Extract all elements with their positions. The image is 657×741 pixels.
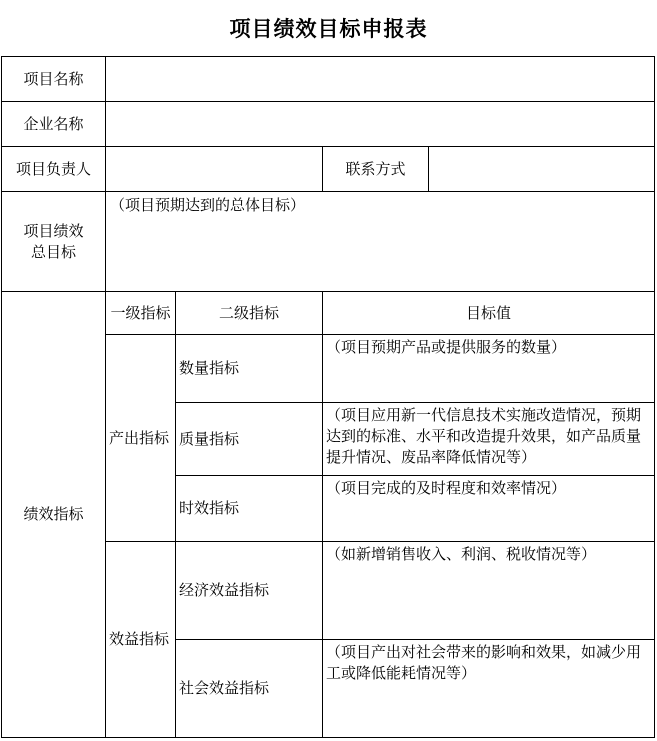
level2-header: 二级指标 [176, 292, 323, 335]
quality-target-field[interactable]: （项目应用新一代信息技术实施改造情况，预期达到的标准、水平和改造提升效果，如产品质量提升情况、废品率降低情况等） [323, 403, 655, 476]
company-name-label: 企业名称 [2, 102, 106, 147]
overall-goal-label [2, 192, 106, 292]
timeliness-indicator-label: 时效指标 [176, 476, 323, 542]
quantity-target-field[interactable]: （项目预期产品或提供服务的数量） [323, 335, 655, 403]
indicator-header-row [2, 292, 655, 335]
project-leader-label: 项目负责人 [2, 147, 106, 192]
company-name-row [2, 102, 655, 147]
contact-label: 联系方式 [323, 147, 429, 192]
quantity-indicator-label: 数量指标 [176, 335, 323, 403]
performance-indicators-label: 绩效指标 [2, 292, 106, 738]
performance-goal-form [1, 56, 655, 738]
output-indicators-label: 产出指标 [106, 335, 176, 542]
overall-goal-field[interactable]: （项目预期达到的总体目标） [106, 192, 655, 292]
project-name-row [2, 57, 655, 102]
form-title: 项目绩效目标申报表 [229, 17, 428, 41]
contact-field[interactable] [429, 147, 655, 192]
economic-benefit-indicator-label: 经济效益指标 [176, 542, 323, 640]
project-name-field[interactable] [106, 57, 655, 102]
target-value-header: 目标值 [323, 292, 655, 335]
overall-goal-label-line2: 总目标 [30, 242, 76, 261]
economic-benefit-target-field[interactable]: （如新增销售收入、利润、税收情况等） [323, 542, 655, 640]
company-name-field[interactable] [106, 102, 655, 147]
quality-indicator-label: 质量指标 [176, 403, 323, 476]
level1-header: 一级指标 [106, 292, 176, 335]
project-name-label: 项目名称 [2, 57, 106, 102]
benefit-indicators-label: 效益指标 [106, 542, 176, 738]
project-leader-field[interactable] [106, 147, 323, 192]
timeliness-target-field[interactable]: （项目完成的及时程度和效率情况） [323, 476, 655, 542]
social-benefit-target-field[interactable]: （项目产出对社会带来的影响和效果，如减少用工或降低能耗情况等） [323, 640, 655, 738]
leader-contact-row [2, 147, 655, 192]
social-benefit-indicator-label: 社会效益指标 [176, 640, 323, 738]
overall-goal-row [2, 192, 655, 292]
overall-goal-label-line1: 项目绩效 [23, 221, 84, 240]
